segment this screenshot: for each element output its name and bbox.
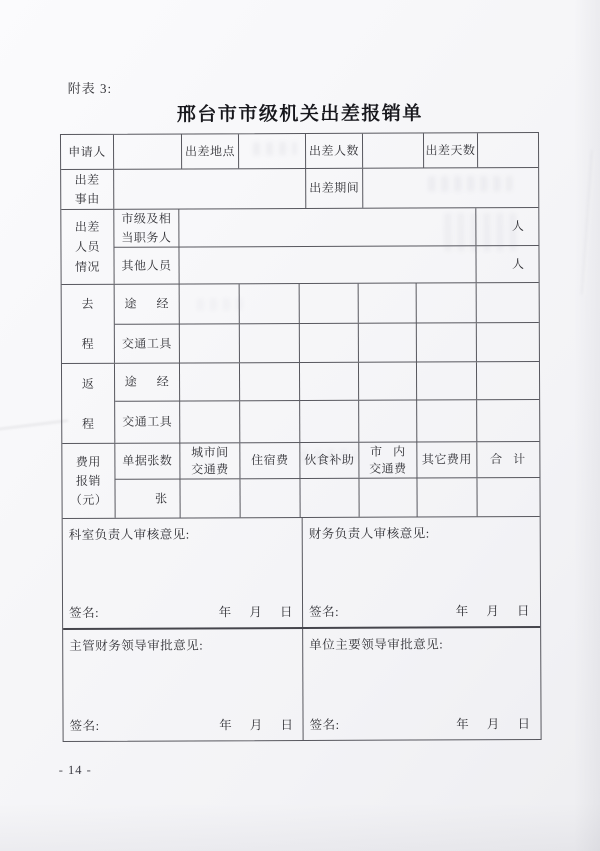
finance-leader-approval-cell	[63, 629, 303, 741]
date-label: 年 月 日	[456, 716, 531, 732]
trip-people-count-value-cell	[363, 133, 424, 167]
sign-label: 签名:	[309, 717, 340, 732]
section-head-review-cell	[63, 518, 303, 628]
scan-artifact	[444, 213, 516, 251]
sign-label: 签名:	[309, 604, 340, 619]
trip-days-label: 出差天数	[424, 133, 478, 167]
trip-people-count-label: 出差人数	[306, 134, 363, 168]
return-via-cell-5	[417, 362, 477, 399]
date-label: 年 月 日	[455, 604, 531, 619]
row-applicant	[61, 133, 538, 170]
row-outbound-transport	[115, 323, 539, 363]
outbound-via-cell-5	[417, 283, 477, 322]
return-section-label: 返 程	[62, 364, 115, 443]
outbound-transport-cell-6	[477, 323, 538, 361]
return-rows	[115, 362, 539, 443]
outbound-via-label: 途 经	[115, 285, 180, 324]
band-outbound	[62, 283, 539, 364]
header-meal-allowance: 伙食补助	[300, 443, 359, 478]
meal-allowance-value-cell	[300, 479, 359, 517]
return-via-label: 途 经	[115, 364, 180, 401]
return-transport-cell-6	[477, 400, 538, 441]
unit-leader-sign-row	[310, 717, 531, 733]
row-review-1	[63, 517, 540, 630]
finance-head-sign-row	[309, 604, 530, 620]
form-title: 邢台市市级机关出差报销单	[176, 103, 423, 126]
row-review-2	[63, 628, 540, 741]
receipt-count-unit: 张	[115, 480, 180, 518]
header-receipt-count: 单据张数	[115, 444, 180, 479]
page-number: - 14 -	[58, 762, 92, 778]
outbound-transport-cell-2	[240, 324, 300, 362]
trip-location-label: 出差地点	[182, 134, 239, 168]
other-personnel-unit: 人	[511, 256, 525, 271]
outbound-via-cell-6	[477, 283, 538, 322]
outbound-transport-label: 交通工具	[115, 325, 180, 363]
expenses-section-label: 费用 报销 （元）	[62, 444, 115, 518]
applicant-value-cell	[114, 135, 182, 169]
return-via-cell-6	[477, 362, 538, 399]
return-transport-cell-1	[180, 401, 240, 442]
municipal-personnel-label: 市级及相 当职务人	[114, 210, 179, 247]
sign-label: 签名:	[69, 718, 100, 734]
return-transport-cell-2	[240, 401, 300, 442]
finance-leader-approval-label: 主管财务领导审批意见:	[69, 638, 204, 654]
date-label: 年 月 日	[218, 605, 294, 620]
attachment-label: 附表 3:	[67, 80, 113, 97]
header-other-fees: 其它费用	[417, 442, 477, 477]
scan-artifact	[428, 176, 512, 191]
row-outbound-via	[115, 283, 539, 325]
date-label: 年 月 日	[219, 718, 294, 733]
trip-days-value-cell	[478, 133, 537, 167]
personnel-section-label: 出差 人员 情况	[61, 210, 114, 284]
return-via-cell-1	[180, 363, 240, 400]
scan-edge-shadow-bottom	[0, 803, 600, 851]
return-via-cell-2	[240, 363, 300, 400]
outbound-transport-cell-1	[180, 324, 240, 362]
return-via-cell-4	[359, 362, 417, 399]
trip-reason-label: 出差 事由	[61, 170, 114, 209]
scan-artifact	[197, 298, 249, 310]
outbound-transport-cell-5	[417, 323, 477, 361]
outbound-via-cell-3	[300, 284, 359, 323]
row-expense-values	[115, 478, 539, 518]
return-transport-cell-4	[359, 400, 417, 441]
accommodation-value-cell	[240, 479, 300, 517]
other-fees-value-cell	[417, 478, 477, 516]
unit-leader-approval-cell	[303, 628, 539, 740]
municipal-personnel-value-cell	[179, 208, 476, 246]
header-total: 合 计	[490, 452, 526, 467]
outbound-transport-cell-3	[300, 324, 359, 362]
row-return-transport	[115, 400, 539, 443]
sign-label: 签名:	[69, 605, 100, 621]
outbound-via-cell-4	[359, 283, 417, 322]
scan-artifact	[301, 450, 357, 463]
return-transport-cell-3	[300, 401, 359, 442]
municipal-personnel-unit: 人	[511, 219, 525, 234]
intercity-transport-value-cell	[180, 479, 240, 517]
return-transport-label: 交通工具	[115, 402, 180, 443]
header-accommodation: 住宿费	[240, 443, 300, 478]
return-transport-cell-5	[417, 400, 477, 441]
scan-artifact	[253, 142, 297, 155]
trip-period-label: 出差期间	[306, 169, 363, 208]
other-personnel-value-cell	[179, 246, 476, 283]
finance-leader-sign-row	[70, 718, 294, 734]
header-city-transport: 市 内 交通费	[359, 442, 417, 477]
header-intercity-transport: 城市间 交通费	[180, 443, 240, 478]
return-via-cell-3	[300, 363, 359, 400]
row-return-via	[115, 362, 539, 402]
section-head-review-label: 科室负责人审核意见:	[68, 527, 190, 543]
scan-edge-shadow-right	[574, 0, 600, 851]
outbound-transport-cell-4	[359, 323, 417, 361]
section-head-sign-row	[69, 605, 293, 621]
applicant-label: 申请人	[61, 135, 114, 169]
city-transport-value-cell	[359, 478, 417, 516]
unit-leader-approval-label: 单位主要领导审批意见:	[309, 637, 444, 652]
finance-head-review-cell	[303, 517, 539, 627]
other-personnel-label: 其他人员	[114, 248, 179, 284]
finance-head-review-label: 财务负责人审核意见:	[308, 526, 430, 541]
band-return	[62, 362, 539, 444]
total-value-cell	[477, 478, 538, 516]
outbound-rows	[115, 283, 539, 363]
trip-reason-value-cell	[114, 169, 306, 209]
outbound-section-label: 去 程	[62, 285, 115, 363]
row-other-personnel	[114, 246, 538, 284]
